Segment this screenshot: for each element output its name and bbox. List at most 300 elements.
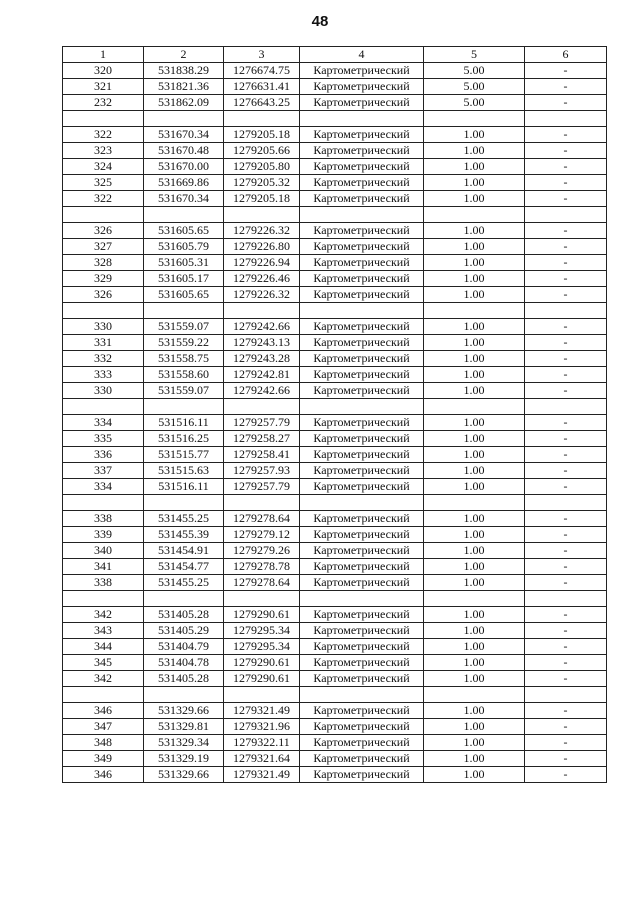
accuracy-cell: 1.00 (424, 159, 525, 175)
accuracy-cell: 1.00 (424, 463, 525, 479)
method-cell: Картометрический (300, 607, 424, 623)
accuracy-cell: 1.00 (424, 191, 525, 207)
x-coordinate-cell: 531558.60 (144, 367, 224, 383)
empty-cell (144, 399, 224, 415)
description-cell: - (525, 63, 607, 79)
description-cell: - (525, 159, 607, 175)
table-row (63, 479, 607, 495)
table-row (63, 287, 607, 303)
empty-cell (525, 687, 607, 703)
empty-cell (144, 495, 224, 511)
method-cell: Картометрический (300, 655, 424, 671)
description-cell: - (525, 479, 607, 495)
table-row (63, 175, 607, 191)
x-coordinate-cell: 531559.22 (144, 335, 224, 351)
x-coordinate-cell: 531405.29 (144, 623, 224, 639)
accuracy-cell: 5.00 (424, 95, 525, 111)
table-row (63, 463, 607, 479)
point-number-cell: 333 (63, 367, 144, 383)
y-coordinate-cell: 1279205.18 (224, 127, 300, 143)
description-cell: - (525, 319, 607, 335)
table-row (63, 559, 607, 575)
empty-cell (224, 303, 300, 319)
group-separator-row (63, 399, 607, 415)
y-coordinate-cell: 1279242.66 (224, 383, 300, 399)
table-row (63, 239, 607, 255)
point-number-cell: 340 (63, 543, 144, 559)
point-number-cell: 338 (63, 511, 144, 527)
accuracy-cell: 5.00 (424, 63, 525, 79)
empty-cell (144, 207, 224, 223)
description-cell: - (525, 175, 607, 191)
empty-cell (224, 687, 300, 703)
x-coordinate-cell: 531605.17 (144, 271, 224, 287)
empty-cell (424, 111, 525, 127)
accuracy-cell: 1.00 (424, 335, 525, 351)
point-number-cell: 331 (63, 335, 144, 351)
accuracy-cell: 1.00 (424, 271, 525, 287)
table-row (63, 735, 607, 751)
accuracy-cell: 1.00 (424, 751, 525, 767)
x-coordinate-cell: 531669.86 (144, 175, 224, 191)
description-cell: - (525, 559, 607, 575)
x-coordinate-cell: 531454.91 (144, 543, 224, 559)
accuracy-cell: 1.00 (424, 655, 525, 671)
table-row (63, 63, 607, 79)
accuracy-cell: 1.00 (424, 559, 525, 575)
description-cell: - (525, 335, 607, 351)
method-cell: Картометрический (300, 175, 424, 191)
empty-cell (424, 399, 525, 415)
x-coordinate-cell: 531329.19 (144, 751, 224, 767)
y-coordinate-cell: 1279205.32 (224, 175, 300, 191)
y-coordinate-cell: 1279243.13 (224, 335, 300, 351)
empty-cell (300, 591, 424, 607)
empty-cell (300, 687, 424, 703)
point-number-cell: 338 (63, 575, 144, 591)
description-cell: - (525, 255, 607, 271)
y-coordinate-cell: 1279258.27 (224, 431, 300, 447)
accuracy-cell: 1.00 (424, 415, 525, 431)
accuracy-cell: 1.00 (424, 367, 525, 383)
empty-cell (424, 687, 525, 703)
point-number-cell: 324 (63, 159, 144, 175)
point-number-cell: 334 (63, 479, 144, 495)
accuracy-cell: 1.00 (424, 767, 525, 783)
table-row (63, 431, 607, 447)
x-coordinate-cell: 531405.28 (144, 671, 224, 687)
table-row (63, 751, 607, 767)
table-row (63, 623, 607, 639)
accuracy-cell: 1.00 (424, 639, 525, 655)
description-cell: - (525, 271, 607, 287)
description-cell: - (525, 575, 607, 591)
point-number-cell: 348 (63, 735, 144, 751)
empty-cell (525, 399, 607, 415)
table-row (63, 127, 607, 143)
description-cell: - (525, 751, 607, 767)
accuracy-cell: 1.00 (424, 623, 525, 639)
method-cell: Картометрический (300, 559, 424, 575)
x-coordinate-cell: 531838.29 (144, 63, 224, 79)
empty-cell (300, 303, 424, 319)
point-number-cell: 322 (63, 191, 144, 207)
group-separator-row (63, 591, 607, 607)
description-cell: - (525, 735, 607, 751)
description-cell: - (525, 127, 607, 143)
accuracy-cell: 1.00 (424, 671, 525, 687)
empty-cell (300, 207, 424, 223)
point-number-cell: 330 (63, 383, 144, 399)
table-row (63, 191, 607, 207)
point-number-cell: 332 (63, 351, 144, 367)
x-coordinate-cell: 531516.25 (144, 431, 224, 447)
empty-cell (424, 495, 525, 511)
table-row (63, 223, 607, 239)
method-cell: Картометрический (300, 63, 424, 79)
method-cell: Картометрический (300, 639, 424, 655)
description-cell: - (525, 511, 607, 527)
point-number-cell: 342 (63, 671, 144, 687)
accuracy-cell: 1.00 (424, 607, 525, 623)
table-row (63, 79, 607, 95)
point-number-cell: 336 (63, 447, 144, 463)
empty-cell (224, 495, 300, 511)
table-row (63, 335, 607, 351)
table-row (63, 527, 607, 543)
table-row (63, 319, 607, 335)
empty-cell (144, 591, 224, 607)
y-coordinate-cell: 1279242.81 (224, 367, 300, 383)
description-cell: - (525, 703, 607, 719)
empty-cell (300, 399, 424, 415)
y-coordinate-cell: 1276631.41 (224, 79, 300, 95)
x-coordinate-cell: 531455.25 (144, 575, 224, 591)
accuracy-cell: 1.00 (424, 511, 525, 527)
y-coordinate-cell: 1279279.26 (224, 543, 300, 559)
method-cell: Картометрический (300, 447, 424, 463)
description-cell: - (525, 143, 607, 159)
method-cell: Картометрический (300, 287, 424, 303)
x-coordinate-cell: 531404.78 (144, 655, 224, 671)
table-row (63, 415, 607, 431)
point-number-cell: 342 (63, 607, 144, 623)
method-cell: Картометрический (300, 367, 424, 383)
y-coordinate-cell: 1279321.49 (224, 767, 300, 783)
empty-cell (525, 303, 607, 319)
accuracy-cell: 1.00 (424, 351, 525, 367)
method-cell: Картометрический (300, 143, 424, 159)
method-cell: Картометрический (300, 159, 424, 175)
table-row (63, 575, 607, 591)
method-cell: Картометрический (300, 703, 424, 719)
description-cell: - (525, 351, 607, 367)
x-coordinate-cell: 531559.07 (144, 319, 224, 335)
description-cell: - (525, 223, 607, 239)
empty-cell (224, 399, 300, 415)
y-coordinate-cell: 1279295.34 (224, 623, 300, 639)
empty-cell (224, 207, 300, 223)
y-coordinate-cell: 1279290.61 (224, 671, 300, 687)
table-body (63, 63, 607, 783)
y-coordinate-cell: 1279226.32 (224, 287, 300, 303)
table-row (63, 255, 607, 271)
empty-cell (63, 303, 144, 319)
x-coordinate-cell: 531862.09 (144, 95, 224, 111)
y-coordinate-cell: 1279278.64 (224, 575, 300, 591)
point-number-cell: 322 (63, 127, 144, 143)
table-row (63, 143, 607, 159)
x-coordinate-cell: 531405.28 (144, 607, 224, 623)
description-cell: - (525, 239, 607, 255)
empty-cell (144, 303, 224, 319)
x-coordinate-cell: 531670.34 (144, 191, 224, 207)
y-coordinate-cell: 1279321.49 (224, 703, 300, 719)
y-coordinate-cell: 1279321.96 (224, 719, 300, 735)
table-row (63, 271, 607, 287)
empty-cell (525, 495, 607, 511)
method-cell: Картометрический (300, 255, 424, 271)
method-cell: Картометрический (300, 623, 424, 639)
empty-cell (525, 111, 607, 127)
description-cell: - (525, 463, 607, 479)
method-cell: Картометрический (300, 271, 424, 287)
point-number-cell: 346 (63, 703, 144, 719)
column-header-3: 3 (224, 47, 300, 63)
group-separator-row (63, 207, 607, 223)
empty-cell (63, 111, 144, 127)
column-header-1: 1 (63, 47, 144, 63)
group-separator-row (63, 687, 607, 703)
table-row (63, 671, 607, 687)
point-number-cell: 339 (63, 527, 144, 543)
point-number-cell: 345 (63, 655, 144, 671)
accuracy-cell: 1.00 (424, 223, 525, 239)
accuracy-cell: 1.00 (424, 319, 525, 335)
accuracy-cell: 1.00 (424, 287, 525, 303)
column-header-6: 6 (525, 47, 607, 63)
table-row (63, 383, 607, 399)
description-cell: - (525, 447, 607, 463)
point-number-cell: 347 (63, 719, 144, 735)
y-coordinate-cell: 1276643.25 (224, 95, 300, 111)
point-number-cell: 341 (63, 559, 144, 575)
y-coordinate-cell: 1279257.79 (224, 415, 300, 431)
y-coordinate-cell: 1279226.46 (224, 271, 300, 287)
y-coordinate-cell: 1279226.80 (224, 239, 300, 255)
table-row (63, 511, 607, 527)
empty-cell (224, 111, 300, 127)
y-coordinate-cell: 1279226.94 (224, 255, 300, 271)
y-coordinate-cell: 1279321.64 (224, 751, 300, 767)
y-coordinate-cell: 1276674.75 (224, 63, 300, 79)
table-row (63, 159, 607, 175)
x-coordinate-cell: 531605.65 (144, 223, 224, 239)
x-coordinate-cell: 531558.75 (144, 351, 224, 367)
description-cell: - (525, 383, 607, 399)
table-row (63, 607, 607, 623)
table-row (63, 655, 607, 671)
method-cell: Картометрический (300, 671, 424, 687)
x-coordinate-cell: 531670.34 (144, 127, 224, 143)
empty-cell (300, 111, 424, 127)
x-coordinate-cell: 531670.48 (144, 143, 224, 159)
y-coordinate-cell: 1279290.61 (224, 655, 300, 671)
description-cell: - (525, 719, 607, 735)
point-number-cell: 320 (63, 63, 144, 79)
method-cell: Картометрический (300, 127, 424, 143)
description-cell: - (525, 655, 607, 671)
method-cell: Картометрический (300, 767, 424, 783)
empty-cell (424, 303, 525, 319)
empty-cell (224, 591, 300, 607)
accuracy-cell: 1.00 (424, 175, 525, 191)
accuracy-cell: 1.00 (424, 719, 525, 735)
method-cell: Картометрический (300, 79, 424, 95)
x-coordinate-cell: 531329.34 (144, 735, 224, 751)
empty-cell (63, 207, 144, 223)
description-cell: - (525, 623, 607, 639)
method-cell: Картометрический (300, 383, 424, 399)
y-coordinate-cell: 1279205.18 (224, 191, 300, 207)
empty-cell (144, 687, 224, 703)
point-number-cell: 321 (63, 79, 144, 95)
y-coordinate-cell: 1279295.34 (224, 639, 300, 655)
y-coordinate-cell: 1279278.78 (224, 559, 300, 575)
accuracy-cell: 1.00 (424, 479, 525, 495)
x-coordinate-cell: 531329.66 (144, 767, 224, 783)
accuracy-cell: 1.00 (424, 239, 525, 255)
description-cell: - (525, 527, 607, 543)
x-coordinate-cell: 531605.79 (144, 239, 224, 255)
x-coordinate-cell: 531329.66 (144, 703, 224, 719)
empty-cell (424, 591, 525, 607)
accuracy-cell: 1.00 (424, 255, 525, 271)
y-coordinate-cell: 1279257.93 (224, 463, 300, 479)
point-number-cell: 326 (63, 223, 144, 239)
column-header-2: 2 (144, 47, 224, 63)
accuracy-cell: 1.00 (424, 703, 525, 719)
method-cell: Картометрический (300, 415, 424, 431)
description-cell: - (525, 79, 607, 95)
empty-cell (525, 207, 607, 223)
description-cell: - (525, 415, 607, 431)
empty-cell (63, 591, 144, 607)
empty-cell (63, 399, 144, 415)
description-cell: - (525, 639, 607, 655)
point-number-cell: 343 (63, 623, 144, 639)
x-coordinate-cell: 531605.31 (144, 255, 224, 271)
empty-cell (424, 207, 525, 223)
point-number-cell: 337 (63, 463, 144, 479)
y-coordinate-cell: 1279258.41 (224, 447, 300, 463)
x-coordinate-cell: 531559.07 (144, 383, 224, 399)
method-cell: Картометрический (300, 479, 424, 495)
point-number-cell: 325 (63, 175, 144, 191)
column-header-5: 5 (424, 47, 525, 63)
empty-cell (525, 591, 607, 607)
table-row (63, 639, 607, 655)
description-cell: - (525, 767, 607, 783)
accuracy-cell: 1.00 (424, 527, 525, 543)
table-row (63, 719, 607, 735)
accuracy-cell: 1.00 (424, 143, 525, 159)
accuracy-cell: 1.00 (424, 431, 525, 447)
point-number-cell: 335 (63, 431, 144, 447)
method-cell: Картометрический (300, 191, 424, 207)
y-coordinate-cell: 1279278.64 (224, 511, 300, 527)
accuracy-cell: 1.00 (424, 383, 525, 399)
point-number-cell: 326 (63, 287, 144, 303)
x-coordinate-cell: 531455.25 (144, 511, 224, 527)
method-cell: Картометрический (300, 95, 424, 111)
table-row (63, 95, 607, 111)
x-coordinate-cell: 531515.77 (144, 447, 224, 463)
point-number-cell: 346 (63, 767, 144, 783)
empty-cell (63, 495, 144, 511)
accuracy-cell: 1.00 (424, 735, 525, 751)
point-number-cell: 232 (63, 95, 144, 111)
method-cell: Картометрический (300, 575, 424, 591)
method-cell: Картометрический (300, 751, 424, 767)
column-header-4: 4 (300, 47, 424, 63)
table-row (63, 543, 607, 559)
method-cell: Картометрический (300, 351, 424, 367)
description-cell: - (525, 431, 607, 447)
y-coordinate-cell: 1279279.12 (224, 527, 300, 543)
method-cell: Картометрический (300, 543, 424, 559)
y-coordinate-cell: 1279257.79 (224, 479, 300, 495)
method-cell: Картометрический (300, 463, 424, 479)
table-row (63, 703, 607, 719)
table-row (63, 367, 607, 383)
method-cell: Картометрический (300, 431, 424, 447)
header-row (63, 47, 607, 63)
x-coordinate-cell: 531516.11 (144, 415, 224, 431)
empty-cell (63, 687, 144, 703)
x-coordinate-cell: 531516.11 (144, 479, 224, 495)
x-coordinate-cell: 531670.00 (144, 159, 224, 175)
y-coordinate-cell: 1279205.66 (224, 143, 300, 159)
y-coordinate-cell: 1279205.80 (224, 159, 300, 175)
method-cell: Картометрический (300, 319, 424, 335)
y-coordinate-cell: 1279243.28 (224, 351, 300, 367)
x-coordinate-cell: 531455.39 (144, 527, 224, 543)
method-cell: Картометрический (300, 335, 424, 351)
description-cell: - (525, 191, 607, 207)
accuracy-cell: 1.00 (424, 543, 525, 559)
point-number-cell: 349 (63, 751, 144, 767)
accuracy-cell: 1.00 (424, 127, 525, 143)
x-coordinate-cell: 531404.79 (144, 639, 224, 655)
point-number-cell: 327 (63, 239, 144, 255)
method-cell: Картометрический (300, 527, 424, 543)
method-cell: Картометрический (300, 239, 424, 255)
point-number-cell: 330 (63, 319, 144, 335)
group-separator-row (63, 495, 607, 511)
y-coordinate-cell: 1279226.32 (224, 223, 300, 239)
table-row (63, 447, 607, 463)
point-number-cell: 328 (63, 255, 144, 271)
table-row (63, 351, 607, 367)
method-cell: Картометрический (300, 223, 424, 239)
method-cell: Картометрический (300, 735, 424, 751)
empty-cell (144, 111, 224, 127)
coordinates-table (62, 46, 607, 783)
table-row (63, 767, 607, 783)
method-cell: Картометрический (300, 511, 424, 527)
x-coordinate-cell: 531821.36 (144, 79, 224, 95)
